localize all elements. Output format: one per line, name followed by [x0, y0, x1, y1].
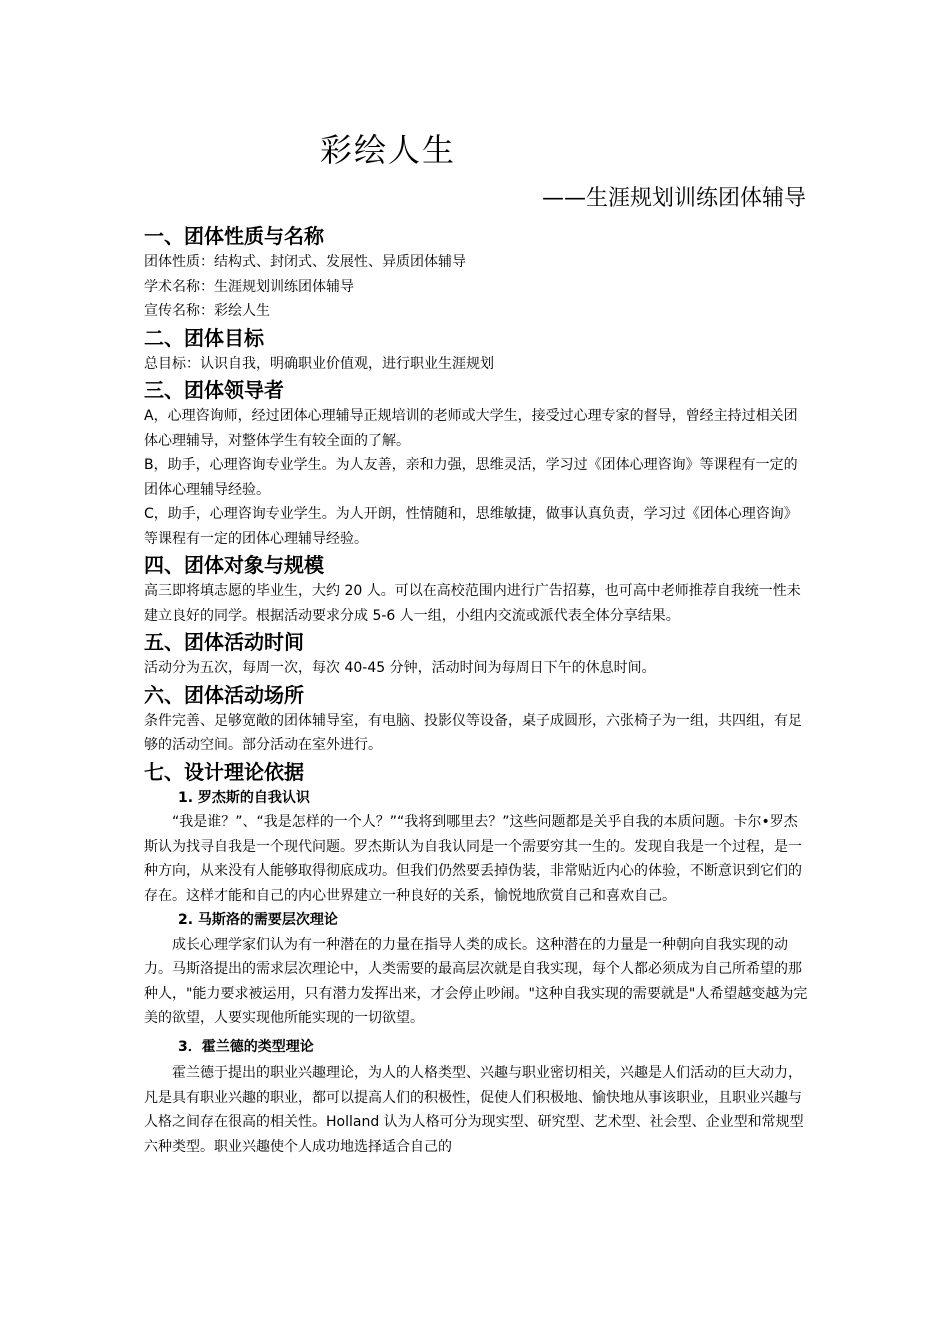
section-heading: 五、团体活动时间	[144, 630, 304, 654]
paragraph: 学术名称：生涯规划训练团体辅导	[144, 278, 354, 295]
paragraph: C，助手，心理咨询专业学生。为人开朗，性情随和，思维敏捷，做事认真负责，学习过《团体心理咨询》等课程有一定的团体心理辅导经验。	[144, 506, 798, 547]
section-heading: 七、设计理论依据	[144, 759, 304, 784]
subsection-title: 2. 马斯洛的需要层次理论	[178, 912, 338, 928]
section	[144, 376, 808, 551]
paragraph: 霍兰德于提出的职业兴趣理论，为人的人格类型、兴趣与职业密切相关，兴趣是人们活动的巨大动力，凡是具有职业兴趣的职业，都可以提高人们的积极性，促使人们积极地、愉快地从事该职业，且职业兴趣与人格之间存在很高的相关性。Holland 认为人格可分为现实型、研究型、艺术型、社会型、企业型和常规型六种类型。职业兴趣使个人成功地选择适合自己的	[144, 1065, 804, 1155]
paragraph: B，助手，心理咨询专业学生。为人友善，亲和力强，思维灵活，学习过《团体心理咨询》等课程有一定的团体心理辅导经验。	[144, 457, 798, 498]
paragraph: 活动分为五次，每周一次，每次 40-45 分钟，活动时间为每周日下午的休息时间。	[144, 660, 656, 676]
document-title: 彩绘人生	[320, 131, 457, 169]
paragraph: A，心理咨询师，经过团体心理辅导正规培训的老师或大学生，接受过心理专家的督导，曾经主持过相关团体心理辅导，对整体学生有较全面的了解。	[144, 408, 798, 449]
paragraph: 宣传名称：彩绘人生	[144, 303, 270, 319]
section-heading: 一、团体性质与名称	[144, 224, 324, 248]
section	[144, 628, 808, 681]
section-heading: 六、团体活动场所	[144, 682, 304, 707]
paragraph: 团体性质：结构式、封闭式、发展性、异质团体辅导	[144, 254, 466, 270]
section-heading: 三、团体领导者	[144, 378, 284, 402]
paragraph: 高三即将填志愿的毕业生，大约 20 人。可以在高校范围内进行广告招募，也可高中老师推荐自我统一性未建立良好的同学。根据活动要求分成 5-6 人一组，小组内交流或派代表全体分享结果。	[144, 583, 801, 624]
section	[144, 324, 808, 377]
subsection-title: 3．霍兰德的类型理论	[178, 1038, 314, 1055]
document-body	[144, 222, 808, 1159]
paragraph: 总目标：认识自我，明确职业价值观，进行职业生涯规划	[144, 355, 494, 372]
paragraph: 成长心理学家们认为有一种潜在的力量在指导人类的成长。这种潜在的力量是一种朝向自我实现的动力。马斯洛提出的需求层次理论中，人类需要的最高层次就是自我实现，每个人都必须成为自己所希望的那种人，"能力要求被运用，只有潜力发挥出来，才会停止吵闹。"这种自我实现的需要就是"人希望越变越为完美的欲望，人要实现他所能实现的一切欲望。	[144, 936, 808, 1026]
section	[144, 222, 808, 324]
paragraph: “我是谁？”、“我是怎样的一个人？”“我将到哪里去？”这些问题都是关乎自我的本质问题。卡尔•罗杰斯认为找寻自我是一个现代问题。罗杰斯认为自我认同是一个需要穷其一生的。发现自我是一个过程，是一种方向，从来没有人能够取得彻底成功。但我们仍然要丢掉伪装，非常贴近内心的体验，不断意识到它们的存在。这样才能和自己的内心世界建立一种良好的关系，愉悦地欣赏自己和喜欢自己。	[144, 814, 802, 904]
section	[144, 551, 808, 628]
paragraph: 条件完善、足够宽敞的团体辅导室，有电脑、投影仪等设备，桌子成圆形，六张椅子为一组，共四组，有足够的活动空间。部分活动在室外进行。	[144, 712, 802, 753]
section	[144, 758, 808, 1160]
section-heading: 四、团体对象与规模	[144, 553, 324, 577]
subsection-title: 1. 罗杰斯的自我认识	[178, 789, 310, 806]
section-heading: 二、团体目标	[144, 325, 264, 350]
section	[144, 681, 808, 758]
document-subtitle: ——生涯规划训练团体辅导	[541, 186, 806, 211]
